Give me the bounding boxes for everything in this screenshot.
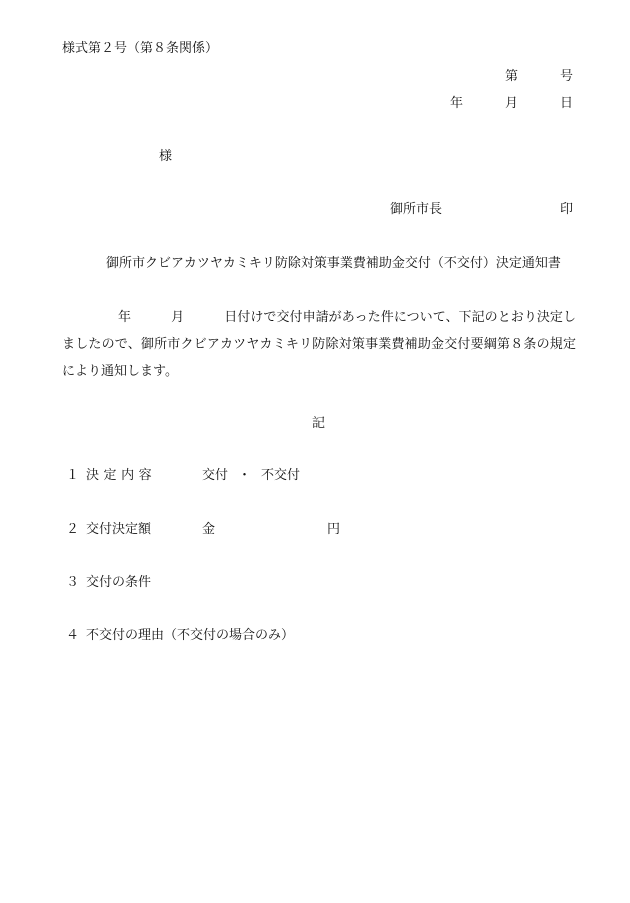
item-number: １ xyxy=(66,468,80,483)
document-number-prefix: 第 xyxy=(504,69,518,84)
addressee-honorific: 様 xyxy=(159,149,173,164)
record-heading: 記 xyxy=(312,416,326,431)
item-label: 交付決定額 xyxy=(86,522,152,537)
seal-mark: 印 xyxy=(559,202,573,217)
document-title: 御所市クビアカツヤカミキリ防除対策事業費補助金交付（不交付）決定通知書 xyxy=(106,256,561,271)
item-label: 不交付の理由（不交付の場合のみ） xyxy=(86,628,295,643)
amount-prefix: 金 xyxy=(202,522,216,537)
item-decision xyxy=(66,469,300,482)
date-day-label: 日 xyxy=(559,96,573,111)
document-date-line xyxy=(450,97,573,110)
item-number: ３ xyxy=(66,575,80,590)
item-grant-amount xyxy=(66,523,340,536)
amount-unit: 円 xyxy=(327,522,341,537)
item-label: 交付の条件 xyxy=(86,575,152,590)
document-number-line xyxy=(505,70,573,83)
item-number: ２ xyxy=(66,522,80,537)
body-year-label: 年 xyxy=(118,310,132,325)
option-no-grant: 不交付 xyxy=(261,468,301,483)
form-label: 様式第２号（第８条関係） xyxy=(62,41,219,56)
body-month-label: 月 xyxy=(171,310,185,325)
item-grant-conditions xyxy=(66,576,151,589)
item-no-grant-reason xyxy=(66,629,294,642)
document-number-suffix: 号 xyxy=(559,69,573,84)
date-month-label: 月 xyxy=(504,96,518,111)
issuer-line xyxy=(390,203,573,216)
issuer-name: 御所市長 xyxy=(390,202,443,217)
item-label: 決定内容 xyxy=(86,468,157,483)
body-paragraph xyxy=(62,304,576,385)
option-separator: ・ xyxy=(238,468,252,483)
option-grant: 交付 xyxy=(202,468,229,483)
date-year-label: 年 xyxy=(449,96,463,111)
decision-options xyxy=(202,468,300,483)
item-number: ４ xyxy=(66,628,80,643)
body-text: 日付けで交付申請があった件について、下記のとおり決定しましたので、御所市クビアカツヤカミキリ防除対策事業費補助金交付要綱第８条の規定により通知します。 xyxy=(62,310,576,379)
